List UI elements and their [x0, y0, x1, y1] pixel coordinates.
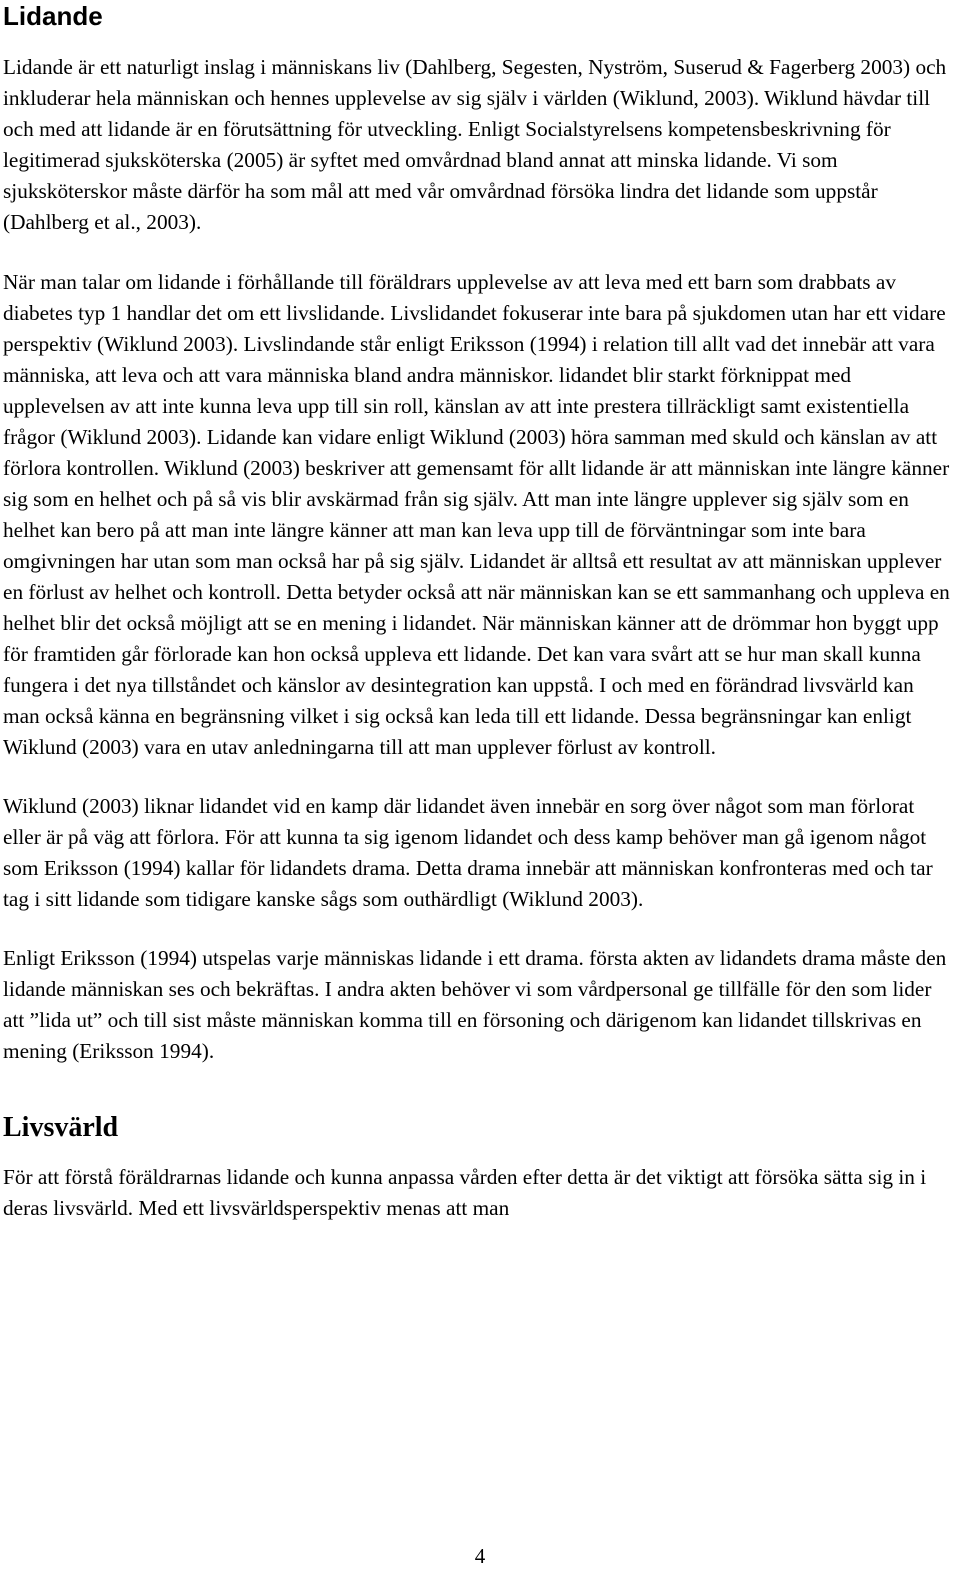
paragraph-livslidande: När man talar om lidande i förhållande till föräldrars upplevelse av att leva med ett barn som drabbats av diabetes typ 1 handlar det om ett livslidande. Livslidandet fokuserar inte bara på sjukdomen utan har ett vidare perspektiv (Wiklund 2003). Livslindande står enligt Eriksson (1994) i relation till allt vad det innebär att vara människa, att leva och att vara människa bland andra människor. lidandet blir starkt förknippat med upplevelsen av att inte kunna leva upp till sin roll, känslan av att inte prestera tillräckligt samt existentiella frågor (Wiklund 2003). Lidande kan vidare enligt Wiklund (2003) höra samman med skuld och känslan av att förlora kontrollen. Wiklund (2003) beskriver att gemensamt för allt lidande är att människan inte längre känner sig som en helhet och på så vis blir avskärmad från sig själv. Att man inte längre upplever sig själv som en helhet kan bero på att man inte längre känner att man kan leva upp till de förväntningar som inte bara omgivningen har utan som man också har på sig själv. Lidandet är alltså ett resultat av att människan upplever en förlust av helhet och kontroll. Detta betyder också att när människan kan se ett sammanhang och uppleva en helhet blir det också möjligt att se en mening i lidandet. När människan känner att de drömmar hon byggt upp för framtiden går förlorade kan hon också uppleva ett lidande. Det kan vara svårt att se hur man skall kunna fungera i det nya tillståndet och känslor av desintegration kan uppstå. I och med en förändrad livsvärld kan man också känna en begränsning vilket i sig också kan leda till ett lidande. Dessa begränsningar kan enligt Wiklund (2003) vara en utav anledningarna till att man upplever förlust av kontroll.	[3, 270, 950, 759]
paragraph-lidande-intro: Lidande är ett naturligt inslag i människans liv (Dahlberg, Segesten, Nyström, Suserud & Fagerberg 2003) och inkluderar hela människan och hennes upplevelse av sig själv i världen (Wiklund, 2003). Wiklund hävdar till och med att lidande är en förutsättning för utveckling. Enligt Socialstyrelsens kompetensbeskrivning för legitimerad sjuksköterska (2005) är syftet med omvårdnad bland annat att minska lidande. Vi som sjuksköterskor måste därför ha som mål att med vår omvårdnad försöka lindra det lidande som uppstår (Dahlberg et al., 2003).	[3, 55, 947, 234]
spacer	[3, 915, 955, 943]
section-heading-lidande: Lidande	[3, 1, 103, 31]
paragraph-kamp: Wiklund (2003) liknar lidandet vid en kamp där lidandet även innebär en sorg över något som man förlorat eller är på väg att förlora. För att kunna ta sig igenom lidandet och dess kamp behöver man gå igenom något som Eriksson (1994) kallar för lidandets drama. Detta drama innebär att människan konfronteras med och tar tag i sitt lidande som tidigare kanske sågs som outhärdligt (Wiklund 2003).	[3, 794, 933, 911]
spacer	[3, 1067, 955, 1111]
page-number: 4	[474, 1544, 486, 1568]
paragraph-livsvarld: För att förstå föräldrarnas lidande och kunna anpassa vården efter detta är det viktigt att försöka sätta sig in i deras livsvärld. Med ett livsvärldsperspektiv menas att man	[3, 1165, 927, 1220]
section-heading-livsvarld: Livsvärld	[3, 1112, 119, 1143]
spacer	[3, 38, 955, 52]
paragraph-drama: Enligt Eriksson (1994) utspelas varje människas lidande i ett drama. första akten av lidandets drama måste den lidande människan ses och bekräftas. I andra akten behöver vi som vårdpersonal ge tillfälle för den som lider att ”lida ut” och till sist måste människan komma till en försoning och därigenom kan lidandet tillskrivas en mening (Eriksson 1994).	[3, 946, 947, 1063]
document-page	[3, 0, 955, 1224]
spacer	[3, 238, 955, 267]
spacer	[3, 763, 955, 791]
